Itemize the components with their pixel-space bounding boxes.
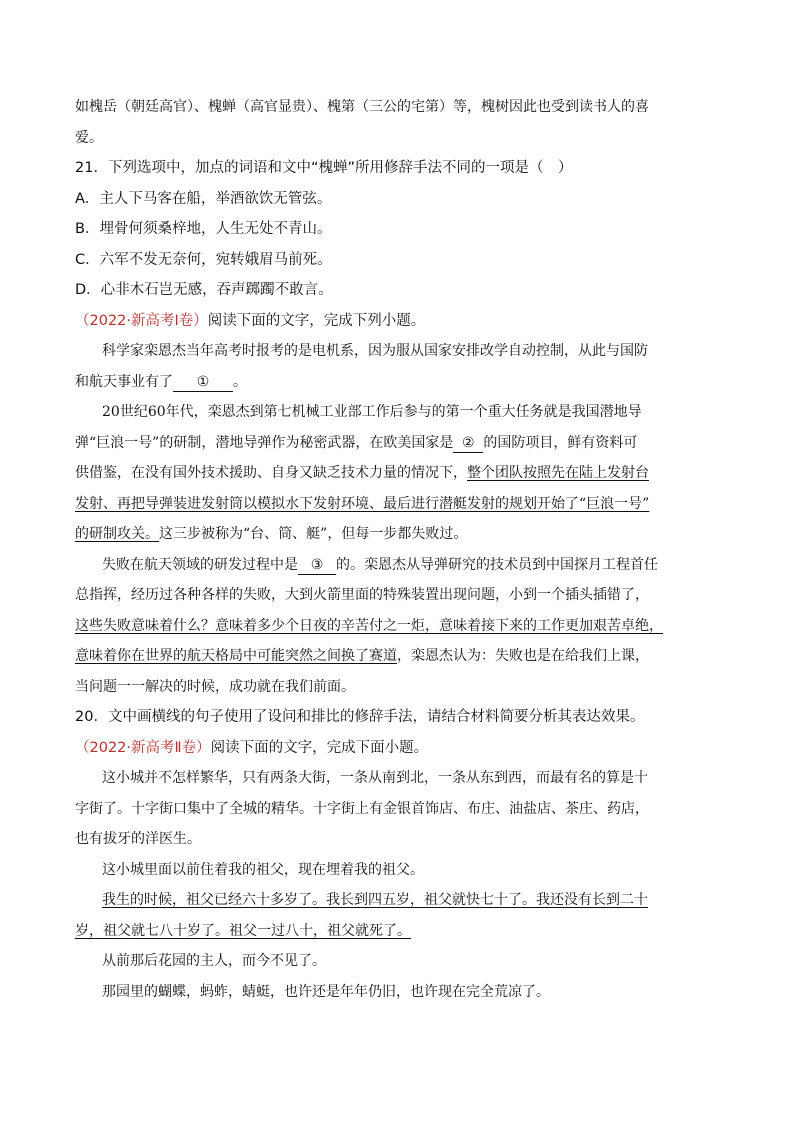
passage-continuation-line: 爱。 bbox=[75, 129, 103, 146]
paragraph-line bbox=[75, 458, 725, 489]
question-21: 21．下列选项中，加点的词语和文中“槐蝉”所用修辞手法不同的一项是（ ） bbox=[75, 160, 573, 176]
text-span: 弹“巨浪一号”的研制，潜地导弹作为秘密武器，在欧美国家是 bbox=[75, 434, 454, 451]
paragraph-line: 这小城并不怎样繁华，只有两条大街，一条从南到北，一条从东到西，而最有名的算是十 bbox=[102, 770, 648, 786]
fill-blank-1: ① bbox=[173, 373, 233, 392]
text-span: 供借鉴，在没有国外技术援助、自身又缺乏技术力量的情况下， bbox=[75, 465, 467, 481]
option-b: B．埋骨何须桑梓地，人生无处不青山。 bbox=[75, 221, 332, 237]
paragraph-line bbox=[75, 519, 725, 550]
underlined-sentence: 整个团队按照先在陆上发射台 bbox=[467, 465, 649, 481]
underlined-sentence: 意味着你在世界的航天格局中可能突然之间换了赛道 bbox=[75, 648, 397, 664]
paragraph-line bbox=[75, 367, 725, 398]
paragraph-line: 从前那后花园的主人，而今不见了。 bbox=[102, 953, 326, 969]
document-page bbox=[75, 92, 725, 1007]
paragraph-line bbox=[75, 428, 725, 459]
paragraph-line bbox=[75, 550, 725, 581]
passage-continuation-line: 如槐岳（朝廷高官）、槐蝉（高官显贵）、槐第（三公的宅第）等，槐树因此也受到读书人的喜 bbox=[75, 99, 649, 115]
text-span: 失败在航天领域的研发过程中是 bbox=[102, 556, 298, 573]
paragraph-line: 科学家栾恩杰当年高考时报考的是电机系，因为服从国家安排改学自动控制，从此与国防 bbox=[102, 343, 648, 359]
underlined-text: 我生的时候，祖父已经六十多岁了。我长到四五岁，祖父就快七十了。我还没有长到二十 bbox=[102, 892, 648, 908]
paragraph-line bbox=[75, 641, 725, 672]
question-20: 20．文中画横线的句子使用了设问和排比的修辞手法，请结合材料简要分析其表达效果。 bbox=[75, 709, 645, 725]
instructions: 阅读下面的文字，完成下面小题。 bbox=[210, 739, 429, 756]
paragraph-line: 总指挥，经历过各种各样的失败，大到火箭里面的特殊装置出现问题，小到一个插头插错了， bbox=[75, 587, 649, 603]
instructions: 阅读下面的文字，完成下列小题。 bbox=[207, 312, 426, 329]
exam-source: （2022·新高考Ⅱ卷） bbox=[75, 739, 211, 756]
paragraph-line: 那园里的蝴蝶，蚂蚱，蜻蜓，也许还是年年仍旧，也许现在完全荒凉了。 bbox=[102, 983, 550, 1000]
paragraph-line: 这小城里面以前住着我的祖父，现在埋着我的祖父。 bbox=[102, 861, 424, 878]
fill-blank-2: ② bbox=[453, 434, 483, 453]
underlined-sentence: 岁，祖父就七八十岁了。祖父一过八十，祖父就死了。 bbox=[75, 922, 411, 939]
underlined-sentence: 这些失败意味着什么？意味着多少个日夜的辛苦付之一炬，意味着接下来的工作更加艰苦卓绝， bbox=[75, 617, 663, 634]
option-d: D．心非木石岂无感，吞声踯躅不敢言。 bbox=[75, 282, 333, 298]
fill-blank-3: ③ bbox=[298, 556, 336, 575]
underlined-sentence bbox=[75, 885, 725, 916]
text-span: 的。栾恩杰从导弹研究的技术员到中国探月工程首任 bbox=[336, 556, 658, 573]
option-a: A．主人下马客在船，举酒欲饮无管弦。 bbox=[75, 190, 332, 207]
paragraph-line: 也有拔牙的洋医生。 bbox=[75, 831, 201, 847]
option-c: C．六军不发无奈何，宛转娥眉马前死。 bbox=[75, 251, 332, 268]
paragraph-line: 字街了。十字街口集中了全城的精华。十字街上有金银首饰店、布庄、油盐店、茶庄、药店， bbox=[75, 800, 649, 817]
exam-source: （2022·新高考Ⅰ卷） bbox=[75, 312, 208, 329]
paragraph-line: 20世纪60年代，栾恩杰到第七机械工业部工作后参与的第一个重大任务就是我国潜地导 bbox=[102, 404, 642, 420]
text-span: 这三步被称为“台、筒、艇”，但每一步都失败过。 bbox=[159, 526, 468, 542]
underlined-sentence: 发射、再把导弹装进发射筒以模拟水下发射环境、最后进行潜艇发射的规划开始了“巨浪一号” bbox=[75, 495, 650, 512]
paragraph-line: 当问题一一解决的时候，成功就在我们前面。 bbox=[75, 678, 355, 695]
text-span: 的国防项目，鲜有资料可 bbox=[483, 434, 638, 451]
text-span: 和航天事业有了 bbox=[75, 373, 173, 390]
text-span: ，栾恩杰认为：失败也是在给我们上课， bbox=[397, 648, 649, 664]
exam-source-heading bbox=[75, 306, 725, 337]
text-span: 。 bbox=[233, 373, 247, 390]
underlined-sentence: 的研制攻关。 bbox=[75, 526, 159, 542]
exam-source-heading bbox=[75, 733, 725, 764]
